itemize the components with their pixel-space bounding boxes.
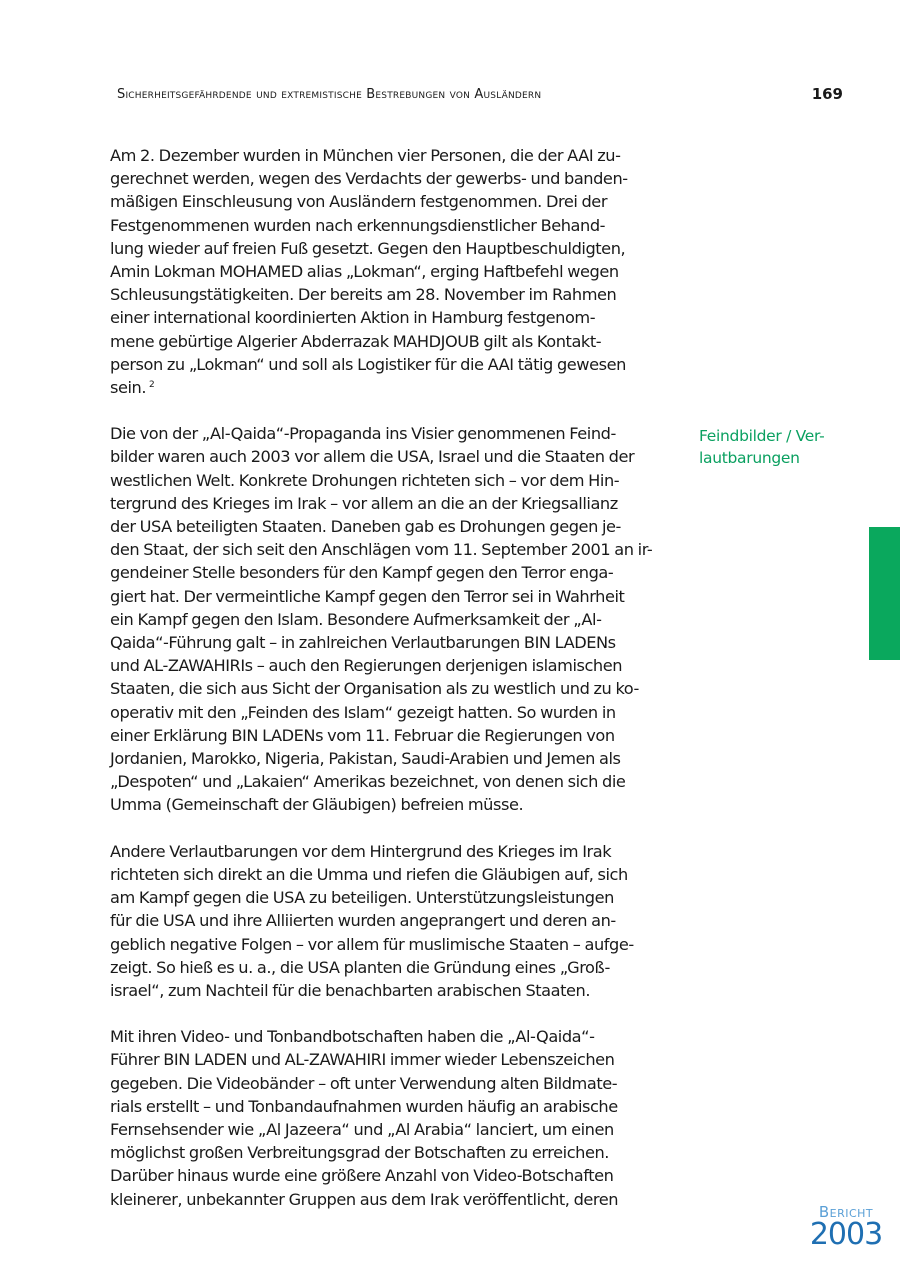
text-line: Am 2. Dezember wurden in München vier Personen, die der AAI zu- xyxy=(110,146,621,165)
text-line: einer Erklärung BIN LADENs vom 11. Februar die Regierungen von xyxy=(110,725,615,745)
text-line: Qaida“-Führung galt – in zahlreichen Verlautbarungen BIN LADENs xyxy=(110,633,616,653)
main-text xyxy=(110,144,675,1234)
text-line: Mit ihren Video- und Tonbandbotschaften haben die „Al-Qaida“- xyxy=(110,1027,595,1047)
text-line: israel“, zum Nachteil für die benachbarten arabischen Staaten. xyxy=(110,980,591,1000)
text-line: und AL-ZAWAHIRIs – auch den Regierungen derjenigen islamischen xyxy=(110,656,623,676)
text-line: Festgenommenen wurden nach erkennungsdienstlicher Behand- xyxy=(110,215,606,235)
text-line: möglichst großen Verbreitungsgrad der Botschaften zu erreichen. xyxy=(110,1143,609,1163)
text-line: einer international koordinierten Aktion in Hamburg festgenom- xyxy=(110,308,596,328)
running-header xyxy=(117,87,847,109)
text-line: bilder waren auch 2003 vor allem die USA, Israel und die Staaten der xyxy=(110,447,635,467)
text-line: Die von der „Al-Qaida“-Propaganda ins Visier genommenen Feind- xyxy=(110,424,616,444)
report-logo-word: Bericht xyxy=(818,1203,874,1221)
text-line: Schleusungstätigkeiten. Der bereits am 28. November im Rahmen xyxy=(110,285,617,305)
text-line: rials erstellt – und Tonbandaufnahmen wurden häufig an arabische xyxy=(110,1096,618,1116)
report-logo xyxy=(806,1204,886,1250)
footnote-marker[interactable]: 2 xyxy=(149,379,155,390)
text-line: der USA beteiligten Staaten. Daneben gab es Drohungen gegen je- xyxy=(110,517,621,537)
text-line: lung wieder auf freien Fuß gesetzt. Gegen den Hauptbeschuldigten, xyxy=(110,238,626,258)
text-line xyxy=(110,376,675,399)
text-line: Fernsehsender wie „Al Jazeera“ und „Al Arabia“ lanciert, um einen xyxy=(110,1119,614,1139)
text-line-content: sein. xyxy=(110,378,147,398)
text-line: person zu „Lokman“ und soll als Logistiker für die AAI tätig gewesen xyxy=(110,354,626,374)
text-line: geblich negative Folgen – vor allem für muslimische Staaten – aufge- xyxy=(110,934,634,954)
paragraph-2 xyxy=(110,422,675,816)
text-line: richteten sich direkt an die Umma und riefen die Gläubigen auf, sich xyxy=(110,864,628,884)
text-line: Führer BIN LADEN und AL-ZAWAHIRI immer wieder Lebenszeichen xyxy=(110,1050,615,1070)
paragraph-4 xyxy=(110,1025,675,1211)
header-title: Sicherheitsgefährdende und extremistische Bestrebungen von Ausländern xyxy=(117,87,542,102)
margin-note-line: Feindbilder / Ver- xyxy=(699,427,825,445)
text-line: mene gebürtige Algerier Abderrazak MAHDJOUB gilt als Kontakt- xyxy=(110,331,602,351)
text-line: giert hat. Der vermeintliche Kampf gegen den Terror sei in Wahrheit xyxy=(110,586,625,606)
text-line: operativ mit den „Feinden des Islam“ gezeigt hatten. So wurden in xyxy=(110,702,616,722)
text-line: gegeben. Die Videobänder – oft unter Verwendung alten Bildmate- xyxy=(110,1073,618,1093)
text-line: Jordanien, Marokko, Nigeria, Pakistan, Saudi-Arabien und Jemen als xyxy=(110,749,621,769)
text-line: für die USA und ihre Alliierten wurden angeprangert und deren an- xyxy=(110,911,616,931)
text-line: mäßigen Einschleusung von Ausländern festgenommen. Drei der xyxy=(110,192,608,212)
paragraph-1 xyxy=(110,144,675,399)
text-line: zeigt. So hieß es u. a., die USA planten die Gründung eines „Groß- xyxy=(110,957,610,977)
text-line: gendeiner Stelle besonders für den Kampf gegen den Terror enga- xyxy=(110,563,614,583)
margin-note xyxy=(699,425,849,469)
margin-note-line: lautbarungen xyxy=(699,449,800,467)
text-line: gerechnet werden, wegen des Verdachts der gewerbs- und banden- xyxy=(110,169,628,189)
text-line: den Staat, der sich seit den Anschlägen vom 11. September 2001 an ir- xyxy=(110,540,653,560)
text-line: „Despoten“ und „Lakaien“ Amerikas bezeichnet, von denen sich die xyxy=(110,772,626,792)
text-line: tergrund des Krieges im Irak – vor allem an die an der Kriegsallianz xyxy=(110,493,618,513)
text-line: kleinerer, unbekannter Gruppen aus dem Irak veröffentlicht, deren xyxy=(110,1189,619,1209)
text-line: westlichen Welt. Konkrete Drohungen richteten sich – vor dem Hin- xyxy=(110,470,620,490)
paragraph-3 xyxy=(110,840,675,1002)
page-number: 169 xyxy=(811,85,843,103)
chapter-tab-marker xyxy=(869,527,900,660)
text-line: Amin Lokman MOHAMED alias „Lokman“, erging Haftbefehl wegen xyxy=(110,262,619,282)
text-line: Darüber hinaus wurde eine größere Anzahl von Video-Botschaften xyxy=(110,1166,614,1186)
text-line: Umma (Gemeinschaft der Gläubigen) befreien müsse. xyxy=(110,795,524,815)
text-line: am Kampf gegen die USA zu beteiligen. Unterstützungsleistungen xyxy=(110,888,614,908)
text-line: Andere Verlautbarungen vor dem Hintergrund des Krieges im Irak xyxy=(110,841,612,861)
text-line: Staaten, die sich aus Sicht der Organisation als zu westlich und zu ko- xyxy=(110,679,639,699)
text-line: ein Kampf gegen den Islam. Besondere Aufmerksamkeit der „Al- xyxy=(110,609,602,629)
report-logo-year: 2003 xyxy=(809,1217,883,1252)
